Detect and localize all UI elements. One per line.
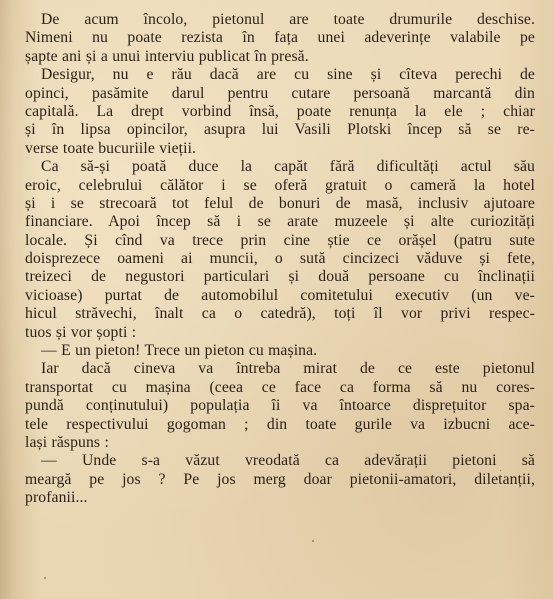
text-line: verse toate bucuriile vieții. <box>25 139 197 157</box>
text-line: treizeci de negustori particulari și două persoane cu înclinații <box>25 268 535 286</box>
text-line: Desigur, nu e rău dacă are cu sine și cîteva perechi de <box>41 66 535 84</box>
dialogue-line: — Unde s-a văzut vreodată ca adevărații pietoni să <box>41 452 535 470</box>
text-line: capitală. La drept vorbind însă, poate renunța la ele ; chiar <box>25 102 535 120</box>
text-line: Ca să-și poată duce la capăt fără dificultăți actul său <box>41 158 535 176</box>
page-text <box>25 11 535 508</box>
text-line: tuos și vor șopti : <box>25 323 137 341</box>
text-line: vicioase) purtat de automobilul comitetului executiv (un ve- <box>25 286 535 304</box>
paper-speck <box>312 540 314 542</box>
text-line: și în lipsa opincilor, asupra lui Vasili Plotski încep să se re- <box>25 121 535 139</box>
text-line: tele respectivului gogoman ; din toate gurile va izbucni ace- <box>25 415 535 433</box>
text-line: pundă conținutului) populația îi va întoarce disprețuitor spa- <box>25 397 535 415</box>
paper-speck <box>500 470 501 471</box>
text-line: lași răspuns : <box>25 433 109 451</box>
text-line: De acum încolo, pietonul are toate drumurile deschise. <box>41 11 535 28</box>
text-line: locale. Și cînd va trece prin cine știe ce orășel (patru sute <box>25 231 535 249</box>
text-line: hicul străvechi, înalt ca o catedră), toți îl vor privi respec- <box>25 305 535 323</box>
text-line: transportat cu mașina (ceea ce face ca forma să nu cores- <box>25 378 535 396</box>
text-line: profanii... <box>25 489 88 507</box>
text-line: opinci, pasămite darul pentru cutare persoană marcantă din <box>25 84 535 102</box>
text-line: doisprezece oameni ai muncii, o sută cincizeci văduve și fete, <box>25 250 535 268</box>
text-line: financiare. Apoi încep să i se arate muzeele și alte curiozități <box>25 213 535 231</box>
text-line: eroic, celebrului călător i se oferă gratuit o cameră la hotel <box>25 176 535 194</box>
paper-speck <box>44 577 46 579</box>
text-line: Iar dacă cineva va întreba mirat de ce este pietonul <box>41 360 535 378</box>
text-line: șapte ani și a unui interviu publicat în presă. <box>25 47 309 65</box>
text-line: și i se strecoară tot felul de bonuri de masă, inclusiv ajutoare <box>25 194 535 212</box>
text-line: meargă pe jos ? Pe jos merg doar pietonii-amatori, diletanții, <box>25 470 535 488</box>
text-line: Nimeni nu poate rezista în fața unei adeverințe valabile pe <box>25 29 535 47</box>
dialogue-line: — E un pieton! Trece un pieton cu mașina. <box>41 342 318 360</box>
